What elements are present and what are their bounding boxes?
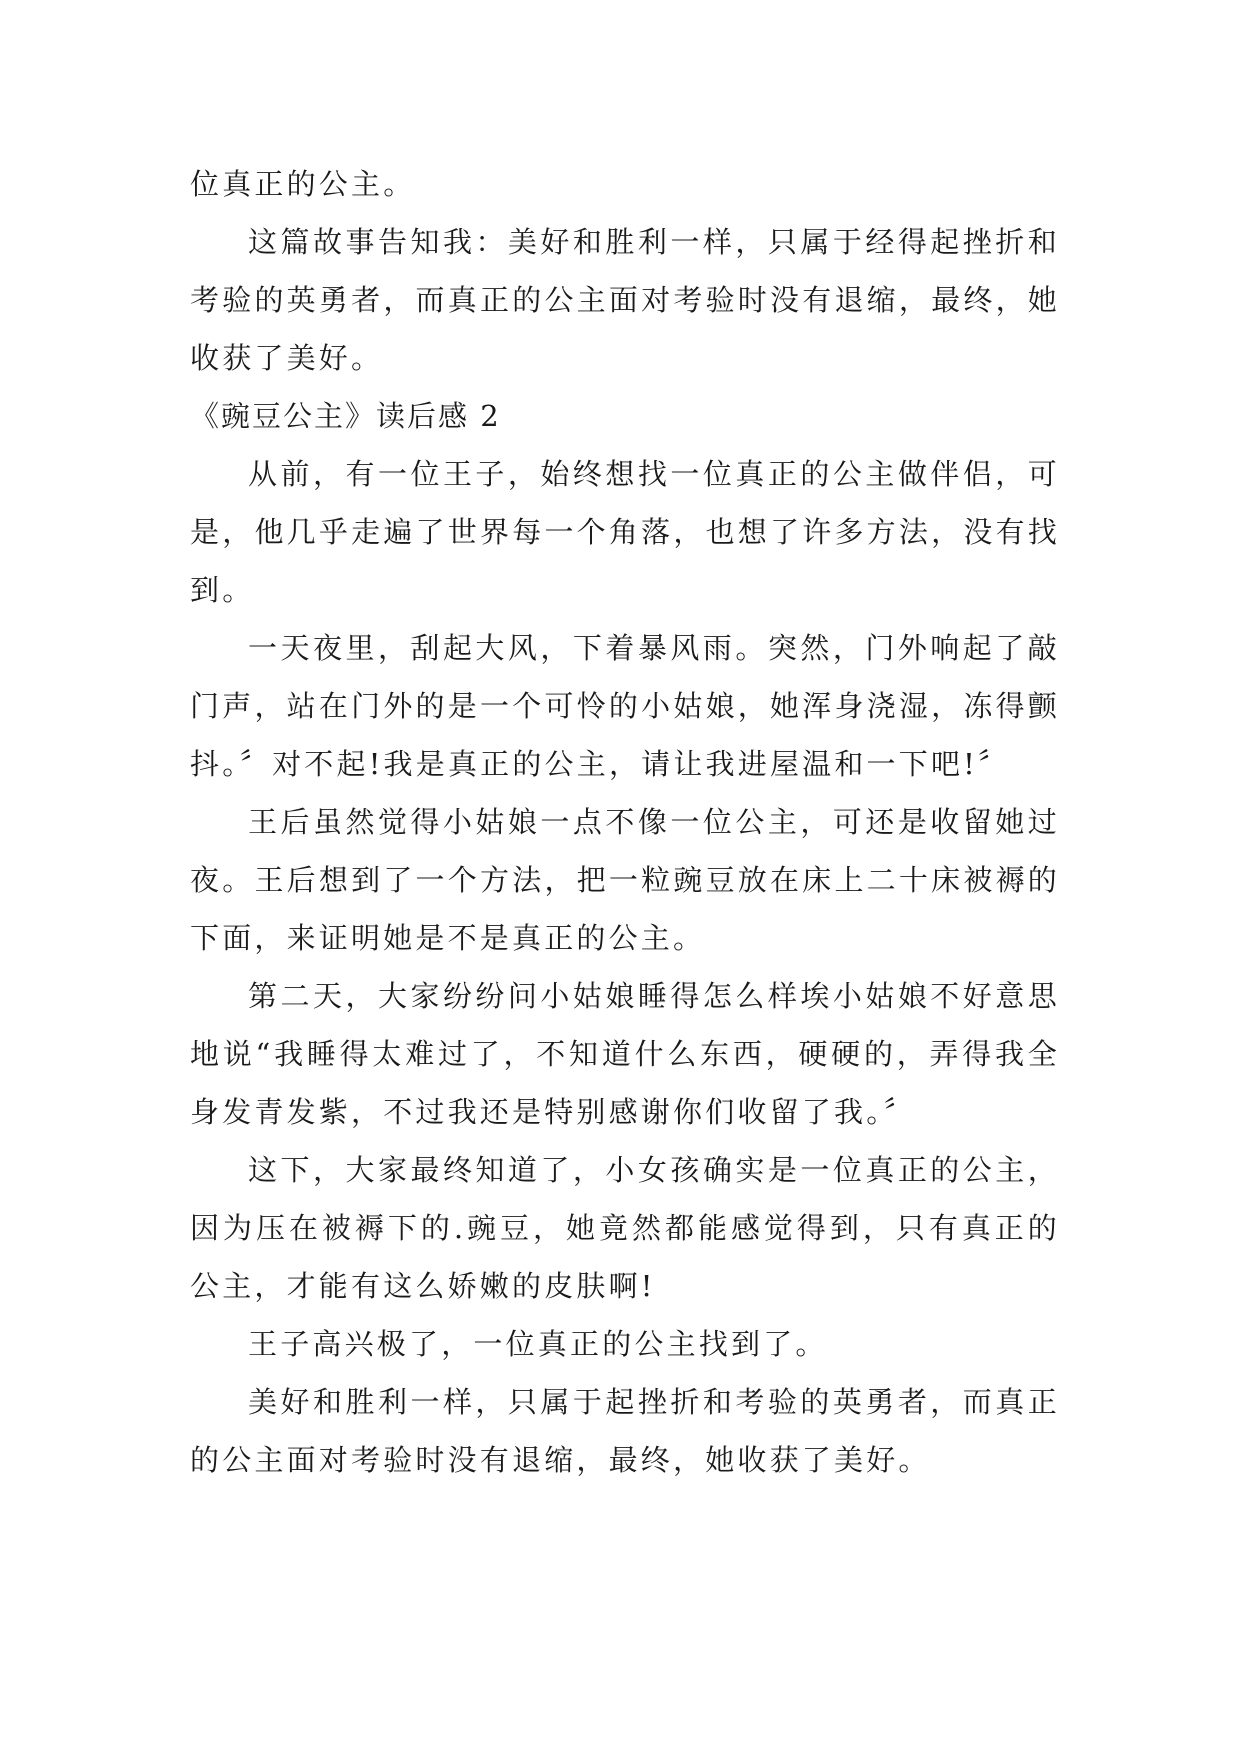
story-paragraph: 一天夜里，刮起大风，下着暴风雨。突然，门外响起了敲门声，站在门外的是一个可怜的小姑娘，她浑身浇湿，冻得颤抖。〞对不起!我是真正的公主，请让我进屋温和一下吧!〞 [190,631,1060,781]
continuation-paragraph: 位真正的公主。 [190,167,416,201]
story-paragraph: 王后虽然觉得小姑娘一点不像一位公主，可还是收留她过夜。王后想到了一个方法，把一粒豌豆放在床上二十床被褥的下面，来证明她是不是真正的公主。 [190,805,1060,955]
document-page [190,155,1060,1489]
story-paragraph: 第二天，大家纷纷问小姑娘睡得怎么样埃小姑娘不好意思地说“我睡得太难过了，不知道什么东西，硬硬的，弄得我全身发青发紫，不过我还是特别感谢你们收留了我。〞 [190,979,1060,1129]
section-heading: 《豌豆公主》读后感 2 [190,399,501,433]
story-paragraph: 这下，大家最终知道了，小女孩确实是一位真正的公主，因为压在被褥下的.豌豆，她竟然都能感觉得到，只有真正的公主，才能有这么娇嫩的皮肤啊! [190,1153,1060,1303]
conclusion-paragraph: 美好和胜利一样，只属于起挫折和考验的英勇者，而真正的公主面对考验时没有退缩，最终，她收获了美好。 [190,1385,1060,1477]
story-paragraph: 从前，有一位王子，始终想找一位真正的公主做伴侣，可是，他几乎走遍了世界每一个角落，也想了许多方法，没有找到。 [190,457,1060,607]
story-paragraph: 王子高兴极了，一位真正的公主找到了。 [248,1327,828,1361]
lesson-paragraph: 这篇故事告知我：美好和胜利一样，只属于经得起挫折和考验的英勇者，而真正的公主面对考验时没有退缩，最终，她收获了美好。 [190,225,1060,375]
